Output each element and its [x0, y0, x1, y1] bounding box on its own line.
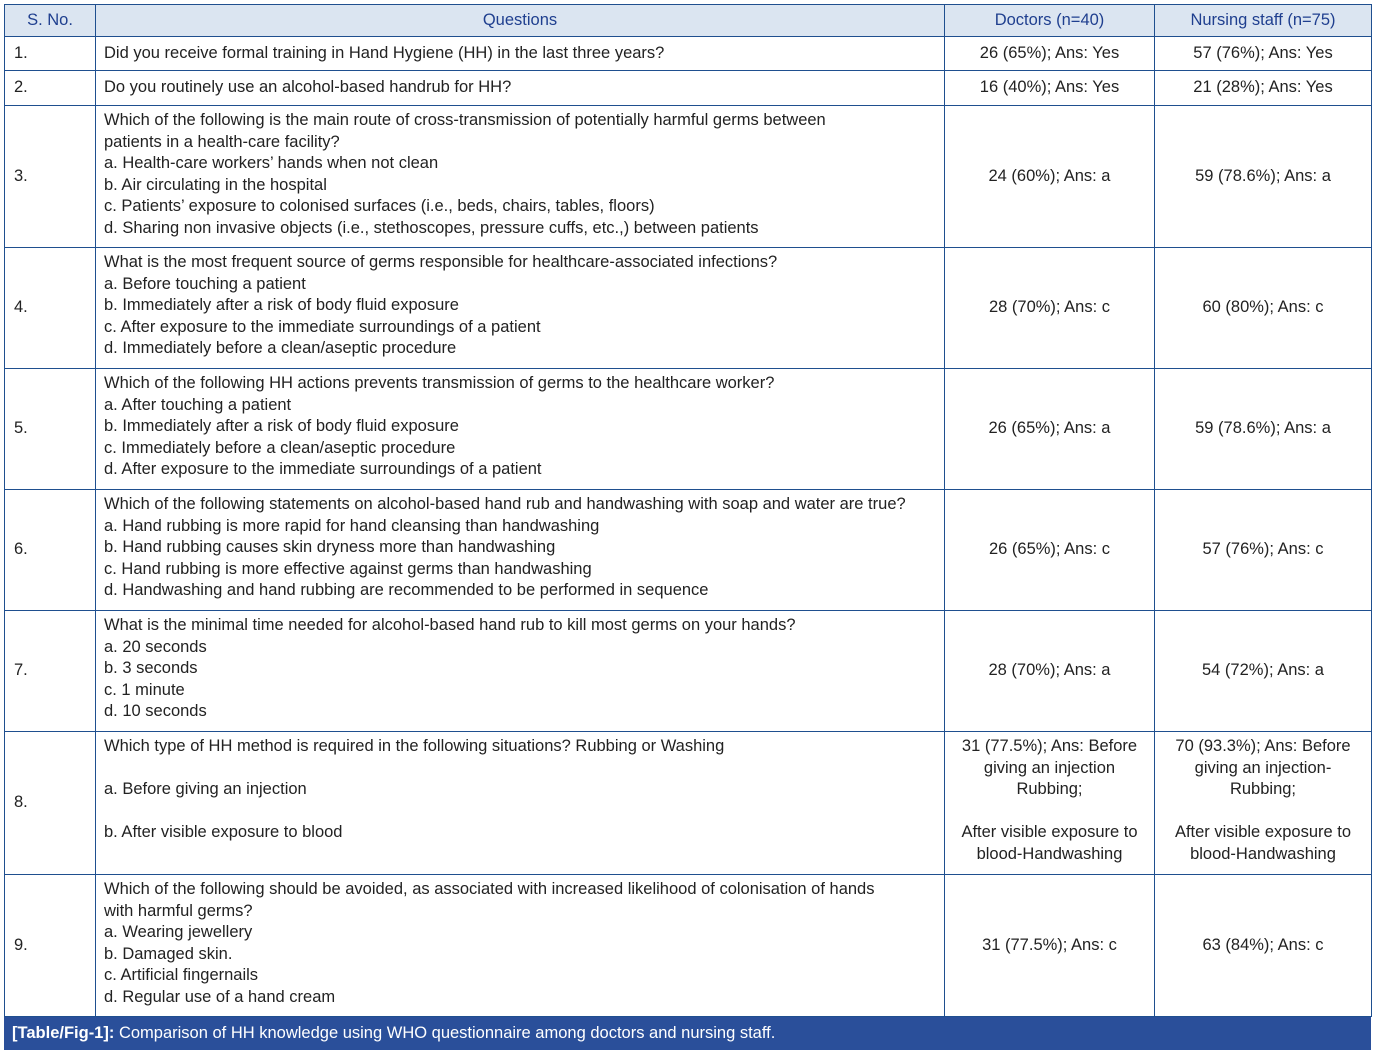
question-line: b. Damaged skin. [104, 944, 233, 963]
question-line: d. Sharing non invasive objects (i.e., stethoscopes, pressure cuffs, etc.,) between patients [104, 218, 759, 237]
question-line: a. Before giving an injection [104, 780, 307, 799]
question-line: with harmful germs? [104, 901, 253, 920]
question-line: b. Hand rubbing causes skin dryness more than handwashing [104, 538, 556, 557]
question-line: c. Immediately before a clean/aseptic procedure [104, 438, 456, 457]
question-line: b. Immediately after a risk of body fluid exposure [104, 417, 459, 436]
question-line: c. Patients’ exposure to colonised surfaces (i.e., beds, chairs, tables, floors) [104, 197, 655, 216]
table-row [5, 37, 1372, 71]
question-line: a. Hand rubbing is more rapid for hand cleansing than handwashing [104, 516, 600, 535]
nursing-answer-line [1159, 801, 1367, 823]
header-sno: S. No. [5, 5, 96, 37]
question-cell [96, 37, 945, 71]
question-cell [96, 490, 945, 611]
table-row [5, 875, 1372, 1017]
nursing-answer-line: After visible exposure to [1174, 823, 1352, 842]
question-cell [96, 71, 945, 106]
nursing-answer-cell: 60 (80%); Ans: c [1155, 248, 1372, 369]
header-questions: Questions [96, 5, 945, 37]
question-line: What is the most frequent source of germs responsible for healthcare-associated infections? [104, 253, 778, 271]
table-row [5, 71, 1372, 106]
question-line: c. Artificial fingernails [104, 966, 259, 985]
question-line: b. Immediately after a risk of body fluid exposure [104, 296, 459, 315]
doctors-answer-cell: 26 (65%); Ans: a [945, 369, 1155, 490]
question-cell [96, 106, 945, 248]
table-figure [4, 4, 1371, 1050]
nursing-answer-line: giving an injection- [1194, 758, 1332, 777]
question-line: d. Handwashing and hand rubbing are recommended to be performed in sequence [104, 581, 709, 600]
hh-knowledge-table [4, 4, 1372, 1017]
doctors-answer-line: After visible exposure to [961, 823, 1138, 842]
question-line: d. After exposure to the immediate surroundings of a patient [104, 460, 542, 479]
nursing-answer-cell: 59 (78.6%); Ans: a [1155, 369, 1372, 490]
doctors-answer-cell: 26 (65%); Ans: c [945, 490, 1155, 611]
question-line: Which of the following is the main route of cross-transmission of potentially harmful germs between [104, 111, 826, 129]
row-number: 1. [5, 37, 96, 71]
question-line: a. 20 seconds [104, 637, 207, 656]
question-line: c. Hand rubbing is more effective against germs than handwashing [104, 559, 592, 578]
doctors-answer-cell: 26 (65%); Ans: Yes [945, 37, 1155, 71]
nursing-answer-cell: 59 (78.6%); Ans: a [1155, 106, 1372, 248]
row-number: 7. [5, 611, 96, 732]
nursing-answer-cell: 57 (76%); Ans: Yes [1155, 37, 1372, 71]
caption-label: [Table/Fig-1]: [12, 1024, 115, 1042]
table-row [5, 106, 1372, 248]
question-line: d. 10 seconds [104, 702, 207, 721]
nursing-answer-line: 70 (93.3%); Ans: Before [1175, 737, 1351, 755]
table-row [5, 611, 1372, 732]
table-caption [4, 1017, 1371, 1050]
question-line: b. After visible exposure to blood [104, 823, 343, 842]
header-row [5, 5, 1372, 37]
question-line: c. 1 minute [104, 680, 185, 699]
question-line: Which of the following statements on alcohol-based hand rub and handwashing with soap and water are true? [104, 495, 906, 513]
doctors-answer-cell: 28 (70%); Ans: a [945, 611, 1155, 732]
row-number: 6. [5, 490, 96, 611]
doctors-answer-line: giving an injection [983, 758, 1116, 777]
caption-text: Comparison of HH knowledge using WHO questionnaire among doctors and nursing staff. [114, 1024, 776, 1042]
nursing-answer-line: blood-Handwashing [1190, 844, 1336, 863]
table-body [5, 37, 1372, 1017]
question-cell [96, 369, 945, 490]
question-line: c. After exposure to the immediate surroundings of a patient [104, 317, 541, 336]
question-line: a. Before touching a patient [104, 274, 306, 293]
table-row [5, 732, 1372, 875]
doctors-answer-line [949, 801, 1150, 823]
question-line: What is the minimal time needed for alcohol-based hand rub to kill most germs on your hands? [104, 616, 796, 634]
doctors-answer-cell: 24 (60%); Ans: a [945, 106, 1155, 248]
question-line: d. Regular use of a hand cream [104, 987, 336, 1006]
question-cell [96, 875, 945, 1017]
question-line: Did you receive formal training in Hand Hygiene (HH) in the last three years? [104, 43, 665, 62]
question-line: Which type of HH method is required in the following situations? Rubbing or Washing [104, 737, 725, 755]
question-line: b. 3 seconds [104, 659, 198, 678]
question-cell [96, 248, 945, 369]
nursing-answer-cell: 57 (76%); Ans: c [1155, 490, 1372, 611]
question-line: d. Immediately before a clean/aseptic procedure [104, 339, 457, 358]
nursing-answer-cell: 21 (28%); Ans: Yes [1155, 71, 1372, 106]
row-number: 5. [5, 369, 96, 490]
doctors-answer-line: blood-Handwashing [976, 844, 1123, 863]
question-line: Which of the following HH actions prevents transmission of germs to the healthcare worker? [104, 374, 775, 392]
question-line: a. Health-care workers’ hands when not clean [104, 154, 439, 173]
row-number: 2. [5, 71, 96, 106]
row-number: 9. [5, 875, 96, 1017]
question-line: a. After touching a patient [104, 395, 292, 414]
doctors-answer-cell: 16 (40%); Ans: Yes [945, 71, 1155, 106]
question-cell [96, 611, 945, 732]
row-number: 3. [5, 106, 96, 248]
question-line: patients in a health-care facility? [104, 132, 340, 151]
doctors-answer-cell [945, 732, 1155, 875]
question-line [104, 758, 936, 780]
doctors-answer-cell: 31 (77.5%); Ans: c [945, 875, 1155, 1017]
nursing-answer-cell [1155, 732, 1372, 875]
table-row [5, 490, 1372, 611]
header-doctors: Doctors (n=40) [945, 5, 1155, 37]
question-cell [96, 732, 945, 875]
table-row [5, 369, 1372, 490]
row-number: 4. [5, 248, 96, 369]
row-number: 8. [5, 732, 96, 875]
question-line: b. Air circulating in the hospital [104, 175, 327, 194]
question-line: a. Wearing jewellery [104, 923, 253, 942]
doctors-answer-line: 31 (77.5%); Ans: Before [961, 737, 1138, 755]
doctors-answer-cell: 28 (70%); Ans: c [945, 248, 1155, 369]
nursing-answer-cell: 63 (84%); Ans: c [1155, 875, 1372, 1017]
question-line: Which of the following should be avoided, as associated with increased likelihood of colonisation of hands [104, 880, 875, 898]
question-line [104, 801, 936, 823]
header-nursing: Nursing staff (n=75) [1155, 5, 1372, 37]
nursing-answer-cell: 54 (72%); Ans: a [1155, 611, 1372, 732]
doctors-answer-line: Rubbing; [1016, 780, 1083, 799]
table-row [5, 248, 1372, 369]
question-line: Do you routinely use an alcohol-based handrub for HH? [104, 78, 512, 97]
nursing-answer-line: Rubbing; [1229, 780, 1297, 799]
